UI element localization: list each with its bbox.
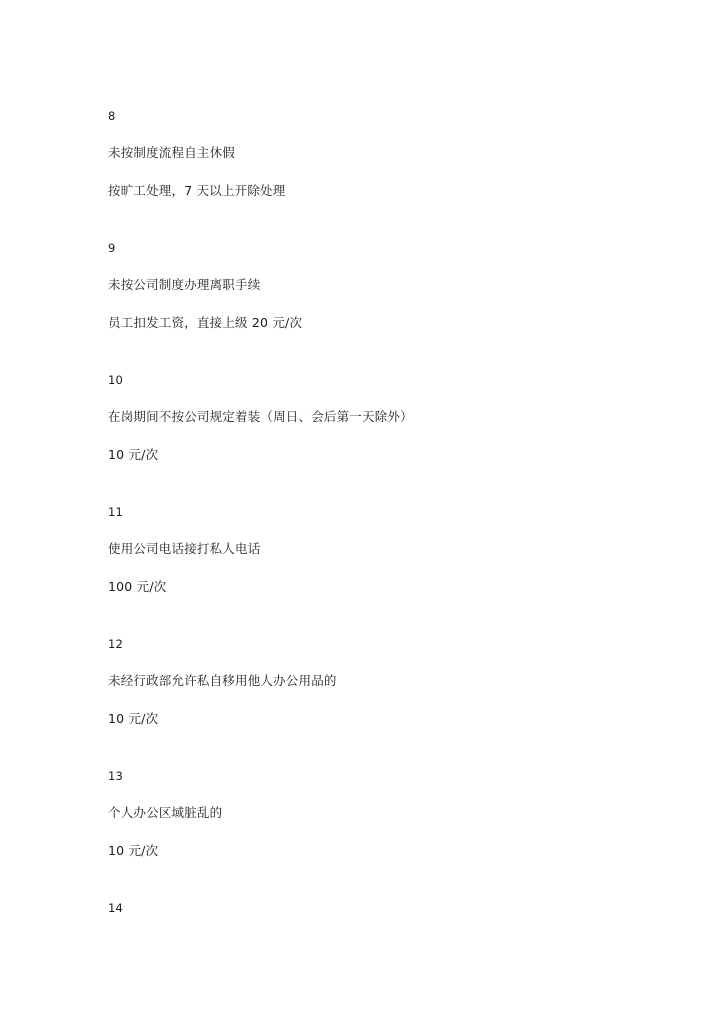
item-penalty: 10 元/次 <box>108 447 159 462</box>
item-penalty: 10 元/次 <box>108 711 159 726</box>
item-number: 13 <box>108 769 124 783</box>
item-violation: 在岗期间不按公司规定着装（周日、会后第一天除外） <box>108 409 413 424</box>
item-penalty: 100 元/次 <box>108 579 167 594</box>
item-number: 12 <box>108 637 124 651</box>
item-number: 9 <box>108 241 116 255</box>
item-penalty: 员工扣发工资，直接上级 20 元/次 <box>108 315 303 330</box>
item-number: 11 <box>108 505 124 519</box>
item-violation: 未经行政部允许私自移用他人办公用品的 <box>108 673 337 688</box>
item-number: 14 <box>108 901 124 915</box>
item-violation: 未按公司制度办理离职手续 <box>108 277 261 292</box>
item-penalty: 按旷工处理，7 天以上开除处理 <box>108 183 286 198</box>
item-violation: 未按制度流程自主休假 <box>108 145 236 160</box>
item-violation: 个人办公区域脏乱的 <box>108 805 223 820</box>
item-violation: 使用公司电话接打私人电话 <box>108 541 261 556</box>
item-number: 8 <box>108 109 116 123</box>
item-penalty: 10 元/次 <box>108 843 159 858</box>
item-number: 10 <box>108 373 124 387</box>
